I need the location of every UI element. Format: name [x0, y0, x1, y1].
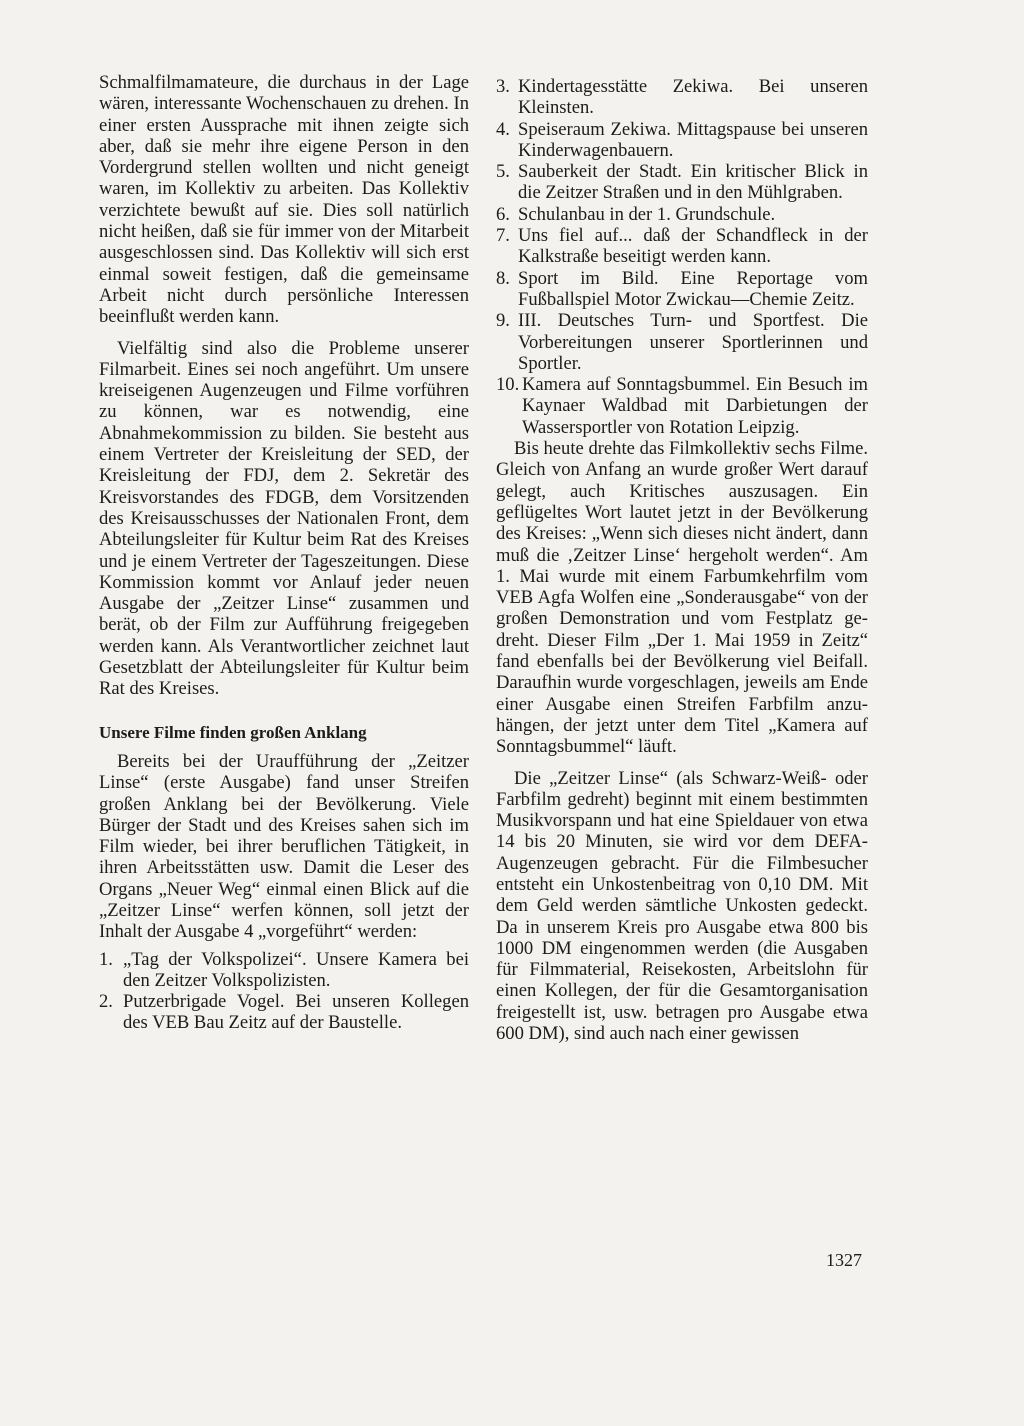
- list-item-number: 8.: [496, 267, 510, 289]
- list-item-number: 7.: [496, 225, 510, 247]
- list-item-text: Uns fiel auf... daß der Schandfleck in der Kalkstraße beseitigt werden kann.: [518, 225, 868, 268]
- list-item: [496, 119, 868, 162]
- left-column: [99, 72, 469, 1034]
- paragraph-films: Bis heute drehte das Filmkollektiv sechs Filme. Gleich von Anfang an wurde großer Wert darauf gelegt, auch Kritisches auszusagen. Ein geflügeltes Wort lautet jetzt in der Bevölkerung des Kreises: „Wenn sich dieses nicht ändert, dann muß die ‚Zeitzer Linse‘ hergeholt werden“. Am 1. Mai wurde mit einem Farbumkehrfilm vom VEB Agfa Wolfen eine „Sonderausgabe“ von der großen Demonstration und vom Festplatz gedreht. Dieser Film „Der 1. Mai 1959 in Zeitz“ fand ebenfalls bei der Bevölkerung viel Beifall. Daraufhin wurde vorgeschlagen, jeweils am Ende einer Ausgabe einen Streifen Farbfilm anzuhängen, der jetzt unter dem Titel „Kamera auf Sonntagsbummel“ läuft.: [496, 438, 868, 758]
- right-column: [496, 76, 868, 1044]
- list-item-text: „Tag der Volkspolizei“. Unsere Kamera bei den Zeitzer Volkspolizisten.: [123, 948, 469, 991]
- content-list-right: [496, 76, 868, 438]
- list-item-text: III. Deutsches Turn- und Sportfest. Die Vorbereitungen unserer Sportlerinnen und Sportler.: [518, 310, 868, 374]
- list-item: [99, 991, 469, 1034]
- list-item-number: 10.: [496, 374, 520, 396]
- list-item: [99, 949, 469, 992]
- section-heading: Unsere Filme finden großen Anklang: [99, 722, 367, 742]
- list-item-text: Schulanbau in der 1. Grundschule.: [518, 203, 776, 225]
- paragraph-amateurs: Schmalfilmamateure, die durchaus in der Lage wären, interessante Wochenschauen zu drehen. In einer ersten Aussprache mit ihnen zeigte sich aber, daß sie mehr ihre eigene Person in den Vordergrund stellen wollten und nicht geneigt waren, im Kollektiv zu arbeiten. Das Kollektiv verzichtete bewußt auf sie. Dies soll natürlich nicht heißen, daß sie für immer von der Mitarbeit ausgeschlossen sind. Das Kollektiv will sich erst einmal soweit festigen, daß die gemeinsame Arbeit nicht durch persönliche Interessen beeinflußt werden kann.: [99, 72, 469, 328]
- list-item-text: Kindertagesstätte Zekiwa. Bei unseren Kleinsten.: [518, 76, 868, 119]
- list-item-number: 9.: [496, 310, 510, 332]
- list-item-number: 6.: [496, 203, 510, 225]
- list-item-text: Sport im Bild. Eine Reportage vom Fußballspiel Motor Zwickau—Chemie Zeitz.: [518, 267, 868, 310]
- page-number: 1327: [826, 1250, 862, 1270]
- list-item: [496, 268, 868, 311]
- paragraph-premiere: Bereits bei der Uraufführung der „Zeitzer Linse“ (erste Ausgabe) fand unser Streifen großen Anklang bei der Bevölkerung. Viele Bürger der Stadt und des Kreises sahen sich im Film wieder, bei ihrer beruflichen Tätigkeit, in ihren Arbeitsstätten usw. Damit die Leser des Organs „Neuer Weg“ einmal einen Blick auf die „Zeitzer Linse“ werfen können, soll jetzt der Inhalt der Ausgabe 4 „vorgeführt“ werden:: [99, 750, 469, 943]
- list-item: [496, 204, 868, 225]
- list-item: [496, 225, 868, 268]
- paragraph-problems: Vielfältig sind also die Probleme unserer Filmarbeit. Eines sei noch angeführt. Um unsere kreiseigenen Augenzeugen und Filme vorführen zu können, war es notwendig, eine Abnahmekommission zu bilden. Sie besteht aus einem Vertreter der Kreisleitung der SED, der Kreisleitung der FDJ, dem 2. Sekretär des Kreisvorstandes des FDGB, dem Vorsitzenden des Kreisausschusses der Nationalen Front, dem Abteilungsleiter für Kultur beim Rat des Kreises und je einem Vertreter der Tageszeitungen. Diese Kommission kommt vor Anlauf jeder neuen Ausgabe der „Zeitzer Linse“ zusammen und berät, ob der Film zur Aufführung freigegeben werden kann. Als Verantwortlicher zeichnet laut Gesetzblatt der Abteilungsleiter für Kultur beim Rat des Kreises.: [99, 337, 469, 700]
- list-item-number: 3.: [496, 76, 510, 97]
- list-item-text: Speiseraum Zekiwa. Mittagspause bei unseren Kinderwagenbauern.: [518, 118, 868, 161]
- list-item-number: 4.: [496, 118, 510, 140]
- list-item: [496, 76, 868, 119]
- paragraph-costs: Die „Zeitzer Linse“ (als Schwarz-Weiß- oder Farbfilm gedreht) beginnt mit einem bestimmten Musikvorspann und hat eine Spieldauer von etwa 14 bis 20 Minuten, sie wird vor dem DEFA-Augenzeugen gebracht. Für die Filmbesucher entsteht ein Unkostenbeitrag von 0,10 DM. Mit dem Geld werden sämtliche Unkosten gedeckt. Da in unserem Kreis pro Ausgabe etwa 800 bis 1000 DM eingenommen werden (die Ausgaben für Filmmaterial, Reisekosten, Arbeitslohn für einen Kollegen, der für die Gesamtorganisation freigestellt ist, usw. betragen pro Ausgabe etwa 600 DM), sind auch nach einer gewissen: [496, 767, 868, 1045]
- list-item-number: 5.: [496, 161, 510, 183]
- list-item: [496, 374, 868, 438]
- list-item-number: 2.: [99, 991, 113, 1013]
- list-item: [496, 161, 868, 204]
- list-item-text: Sauberkeit der Stadt. Ein kritischer Blick in die Zeitzer Straßen und in den Mühlgraben.: [518, 161, 868, 204]
- list-item-number: 1.: [99, 948, 113, 970]
- list-item-text: Kamera auf Sonntagsbummel. Ein Besuch im Kaynaer Waldbad mit Darbietungen der Wassersportler von Rotation Leipzig.: [522, 374, 868, 438]
- list-item: [496, 310, 868, 374]
- content-list-left: [99, 949, 469, 1034]
- list-item-text: Putzerbrigade Vogel. Bei unseren Kollegen des VEB Bau Zeitz auf der Baustelle.: [123, 991, 469, 1034]
